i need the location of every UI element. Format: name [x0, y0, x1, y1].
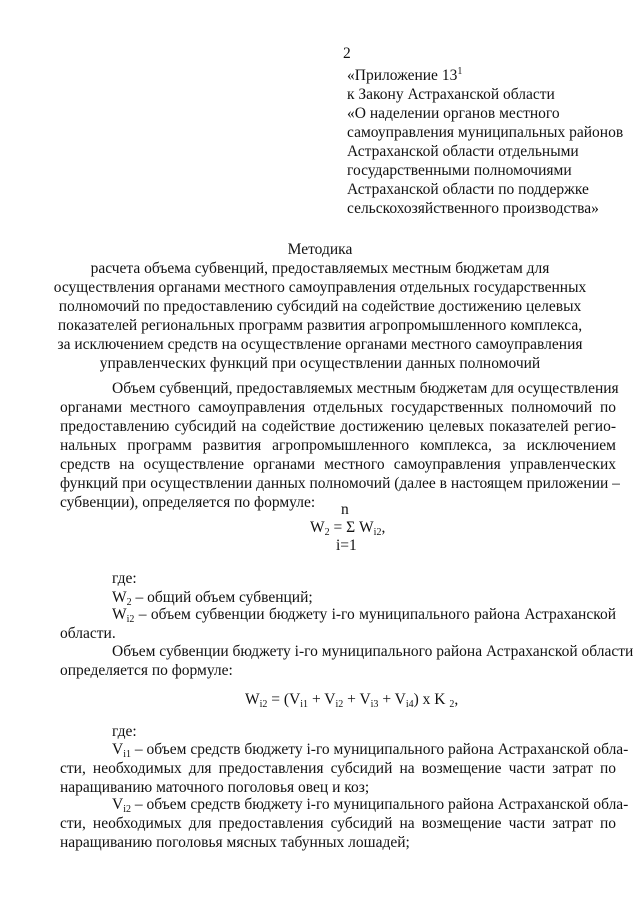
- where-label: где:: [112, 570, 137, 587]
- definition-w2: $W_2$ – общий объем субвенций;: [112, 589, 313, 608]
- paragraph-line: наращиванию поголовья мясных табунных лошадей;: [60, 834, 410, 851]
- definition-wi2: $W_{i2}$ – объем субвенции бюджету i-го муниципального района Астраханской области.: [60, 606, 616, 642]
- document-title: Методика: [287, 241, 353, 258]
- definition-vi2: $V_{i2}$ – объем средств бюджету i-го муниципального района Астраханской обла- сти, необходимых для предоставления субсидий на возмещение части затрат по наращиванию поголовья мясных табунных лошадей;: [60, 796, 629, 851]
- appendix-title: «Приложение 13: [347, 67, 458, 84]
- appendix-header: [347, 66, 637, 218]
- where-label: где:: [112, 723, 137, 740]
- appendix-line: «О наделении органов местного: [347, 105, 560, 122]
- paragraph-line: определяется по формуле:: [60, 662, 233, 679]
- definition-vi1: $V_{i1}$ – объем средств бюджету i-го муниципального района Астраханской обла- сти, необходимых для предоставления субсидий на возмещение части затрат по наращиванию маточного поголовья овец и коз;: [60, 741, 629, 796]
- appendix-line: сельскохозяйственного производства»: [347, 200, 599, 217]
- paragraph-line: предоставлению субсидий на содействие достижению целевых показателей регио-: [60, 418, 616, 435]
- summation-upper-limit: n: [341, 501, 349, 518]
- appendix-line: самоуправления муниципальных районов: [347, 124, 624, 141]
- subtitle-line: осуществления органами местного самоуправления отдельных государственных: [53, 279, 587, 296]
- appendix-line: к Закону Астраханской области: [347, 86, 555, 103]
- summation-lower-limit: i=1: [336, 537, 357, 554]
- paragraph-line: Объем субвенций, предоставляемых местным бюджетам для осуществления: [112, 380, 619, 397]
- paragraph-line: нальных программ развития агропромышленного комплекса, за исключением: [60, 437, 616, 454]
- subtitle-line: расчета объема субвенций, предоставляемых местным бюджетам для: [90, 260, 550, 277]
- document-subtitle: [0, 259, 640, 373]
- appendix-superscript: 1: [457, 66, 463, 77]
- paragraph-line: наращиванию маточного поголовья овец и коз;: [60, 779, 370, 796]
- formula-intro-paragraph: [60, 642, 634, 680]
- appendix-line: Астраханской области отдельными: [347, 143, 579, 160]
- paragraph-line: области.: [60, 625, 116, 642]
- subtitle-line: за исключением средств на осуществление органами местного самоуправления: [57, 336, 583, 353]
- appendix-line: Астраханской области по поддержке: [347, 181, 589, 198]
- paragraph-line: органами местного самоуправления отдельных государственных полномочий по: [60, 399, 616, 416]
- formula-district-subvention: $W_{i2} = (V_{i1} + V_{i2} + V_{i3} + V_{i4})$ x K $_2$,: [245, 691, 459, 710]
- paragraph-line: функций при осуществлении данных полномочий (далее в настоящем приложении –: [60, 475, 620, 492]
- paragraph-line: Объем субвенции бюджету i-го муниципального района Астраханской области: [112, 643, 634, 660]
- subtitle-line: управленческих функций при осуществлении данных полномочий: [99, 355, 541, 372]
- intro-paragraph: [60, 379, 620, 512]
- paragraph-line: сти, необходимых для предоставления субсидий на возмещение части затрат по: [60, 760, 616, 777]
- page-number: 2: [343, 45, 351, 62]
- formula-total-subvention: $W_2 = \Sigma$ $W_{i2}$,: [310, 519, 386, 538]
- subtitle-line: полномочий по предоставлению субсидий на содействие достижению целевых: [58, 298, 582, 315]
- appendix-line: государственными полномочиями: [347, 162, 572, 179]
- paragraph-line: средств на осуществление органами местного самоуправления управленческих: [60, 456, 616, 473]
- subtitle-line: показателей региональных программ развития агропромышленного комплекса,: [57, 317, 583, 334]
- paragraph-line: субвенции), определяется по формуле:: [60, 494, 316, 511]
- paragraph-line: сти, необходимых для предоставления субсидий на возмещение части затрат по: [60, 815, 616, 832]
